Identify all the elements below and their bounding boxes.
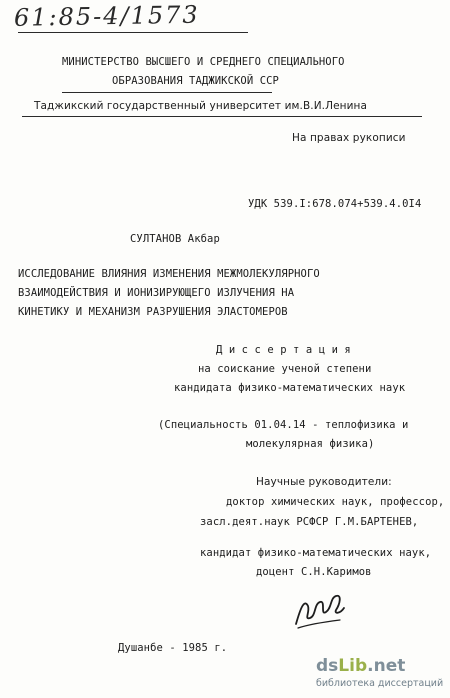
supervisor-2-degree: кандидат физико-математических наук, (200, 547, 432, 559)
dissertation-degree-line: на соискание ученой степени (198, 363, 372, 375)
supervisors-heading: Научные руководители: (256, 476, 392, 488)
dslib-watermark (316, 656, 448, 696)
supervisor-1-degree: доктор химических наук, профессор, (226, 496, 445, 508)
supervisor-2-name: доцент С.Н.Каримов (256, 566, 372, 578)
university-underline (22, 116, 422, 117)
specialty-line-2: молекулярная физика) (246, 438, 375, 450)
manuscript-rights: На правах рукописи (292, 132, 406, 144)
supervisor-1-name: засл.деят.наук РСФСР Г.М.БАРТЕНЕВ, (200, 516, 419, 528)
ministry-line-1: МИНИСТЕРСТВО ВЫСШЕГО И СРЕДНЕГО СПЕЦИАЛЬНОГО (62, 56, 345, 68)
title-line-2: ВЗАИМОДЕЙСТВИЯ И ИОНИЗИРУЮЩЕГО ИЗЛУЧЕНИЯ НА (18, 287, 295, 299)
title-line-3: КИНЕТИКУ И МЕХАНИЗМ РАЗРУШЕНИЯ ЭЛАСТОМЕРОВ (18, 306, 288, 318)
archive-mark-underline (18, 32, 248, 33)
dissertation-field-line: кандидата физико-математических наук (174, 382, 406, 394)
title-line-1: ИССЛЕДОВАНИЕ ВЛИЯНИЯ ИЗМЕНЕНИЯ МЕЖМОЛЕКУЛЯРНОГО (18, 268, 320, 280)
dslib-subtitle: библиотека диссертаций (316, 678, 444, 689)
ministry-underline (62, 92, 272, 93)
place-and-year: Душанбе - 1985 г. (118, 642, 228, 654)
specialty-line-1: (Специальность 01.04.14 - теплофизика и (158, 419, 409, 431)
author-name: СУЛТАНОВ Акбар (130, 233, 220, 245)
dslib-logo: dsLib.net (316, 656, 406, 676)
ministry-line-2: ОБРАЗОВАНИЯ ТАДЖИКСКОЙ ССР (112, 75, 279, 87)
dissertation-heading: Д и с с е р т а ц и я (216, 344, 351, 356)
handwritten-archive-mark: 61:85-4/1573 (13, 0, 200, 32)
handwritten-signature (290, 590, 348, 632)
udc-code: УДК 539.I:678.074+539.4.0I4 (248, 198, 422, 210)
university-name: Таджикский государственный университет им.В.И.Ленина (34, 100, 368, 112)
